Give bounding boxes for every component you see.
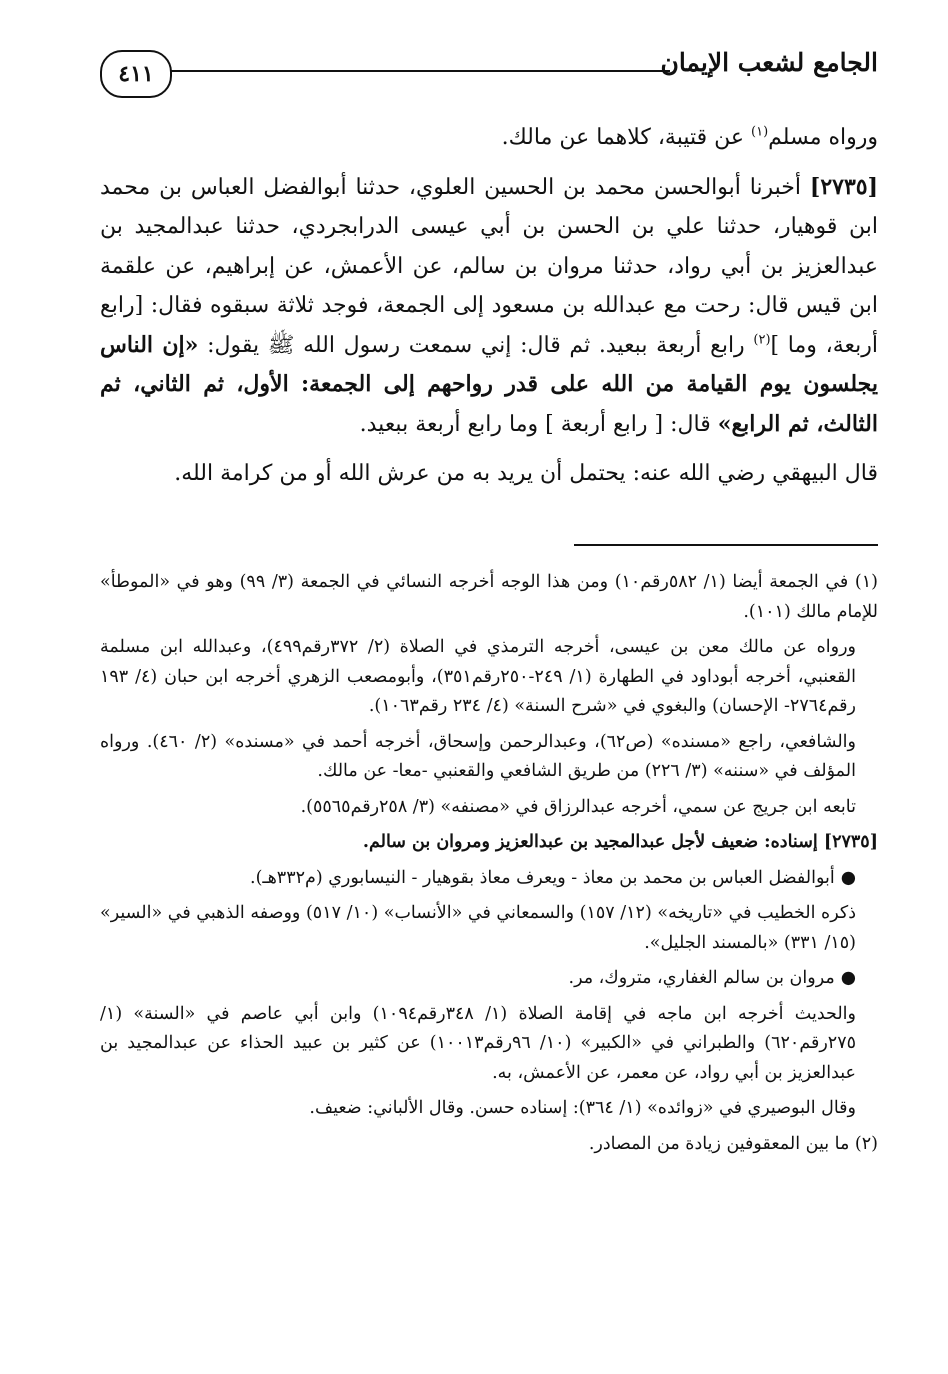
- hadith-matn: «إن الناس يجلسون يوم القيامة من الله على قدر رواحهم إلى الجمعة: الأول، ثم الثاني، ثم الثالث، ثم الرابع»: [100, 331, 878, 437]
- busiri-grading: وقال البوصيري في «زوائده» (١/ ٣٦٤): إسناده حسن. وقال الألباني: ضعيف.: [309, 1098, 856, 1118]
- footnote-separator: [574, 544, 878, 546]
- page-header: [100, 42, 878, 102]
- hadith-number: [٢٧٣٥]: [809, 173, 878, 200]
- header-rule: [170, 70, 670, 72]
- narrator-bullet-1: [100, 864, 878, 894]
- footnote-ref-1[interactable]: (١): [751, 124, 769, 140]
- intro-paragraph: [100, 118, 878, 158]
- hadith-paragraph: [100, 168, 878, 445]
- intro-text: ورواه مسلم: [768, 125, 878, 150]
- hadith-isnad: أخبرنا أبوالحسن محمد بن الحسين العلوي، حدثنا أبوالفضل العباس بن محمد ابن قوهيار، حدثنا علي بن الحسن بن أبي عيسى الدرابجردي، حدثنا عبدالمجيد بن عبدالعزيز بن أبي رواد، حدثنا مروان بن سالم، عن الأعمش، عن إبراهيم، عن علقمة ابن قيس قال: رحت مع عبدالله بن مسعود إلى الجمعة، فوجد ثلاثة سبقوه فقال: [رابع أربعة، وما ]: [100, 174, 878, 358]
- main-text: [100, 118, 878, 494]
- narrator-1-detail: ذكره الخطيب في «تاريخه» (١٢/ ١٥٧) والسمعاني في «الأنساب» (١٠/ ٥١٧) ووصفه الذهبي في «السير» (١٥/ ٣٣١) «بالمسند الجليل».: [100, 903, 856, 953]
- footnote-1-para-1: (١) في الجمعة أيضا (١/ ٥٨٢رقم١٠) ومن هذا الوجه أخرجه النسائي في الجمعة (٣/ ٩٩) وهو في «الموطأ» للإمام مالك (١٠١).: [100, 572, 878, 622]
- bullet-icon: ●: [840, 968, 856, 988]
- grading-text: ضعيف لأجل عبدالمجيد بن عبدالعزيز ومروان بن سالم.: [362, 832, 759, 852]
- narrator-1-text: أبوالفضل العباس بن محمد بن معاذ - ويعرف معاذ بقوهيار - النيسابوري (م٣٣٢هـ).: [250, 867, 835, 888]
- narrator-2-text: مروان بن سالم الغفاري، متروك، مر.: [568, 968, 835, 988]
- bayhaqi-comment: قال البيهقي رضي الله عنه: يحتمل أن يريد به من عرش الله أو من كرامة الله.: [174, 461, 878, 486]
- hadith-sources: والحديث أخرجه ابن ماجه في إقامة الصلاة (١/ ٣٤٨رقم١٠٩٤) وابن أبي عاصم في «السنة» (١/ ٢٧٥رقم٦٢٠) والطبراني في «الكبير» (١٠/ ٩٦رقم١٠٠١٣) عن كثير بن عبيد الحذاء عن عبدالمجيد بن عبدالعزيز بن أبي رواد، عن معمر، عن الأعمش، به.: [100, 1003, 856, 1083]
- hadith-matn-rest: قال: [ رابع أربعة ] وما رابع أربعة ببعيد.: [359, 411, 718, 437]
- intro-rest: عن قتيبة، كلاهما عن مالك.: [501, 125, 752, 150]
- page-number: ٤١١: [100, 50, 172, 98]
- footnote-1-para-3: والشافعي، راجع «مسنده» (ص٦٢)، وعبدالرحمن وإسحاق، أخرجه أحمد في «مسنده» (٢/ ٤٦٠). ورواه المؤلف في «سننه» (٣/ ٢٢٦) من طريق الشافعي والقعنبي -معا- عن مالك.: [100, 731, 856, 781]
- bullet-icon: ●: [840, 867, 856, 888]
- footnote-2: (٢) ما بين المعقوفين زيادة من المصادر.: [588, 1133, 878, 1154]
- footnote-1-para-4: تابعه ابن جريج عن سمي، أخرجه عبدالرزاق في «مصنفه» (٣/ ٢٥٨رقم٥٥٦٥).: [300, 796, 856, 817]
- footnotes: [100, 568, 878, 1165]
- hadith-isnad-rest: رابع أربعة ببعيد. ثم قال: إني سمعت رسول الله ﷺ يقول:: [198, 332, 754, 358]
- footnote-1-para-2: ورواه عن مالك معن بن عيسى، أخرجه الترمذي في الصلاة (٢/ ٣٧٢رقم٤٩٩)، وعبدالله ابن مسلمة القعنبي، أخرجه أبوداود في الطهارة (١/ ٢٤٩-٢٥٠رقم٣٥١)، وأبومصعب الزهري أخرجه ابن حبان (٤/ ١٩٣ رقم٢٧٦٤- الإحسان) والبغوي في «شرح السنة» (٤/ ٢٣٤ رقم١٠٦٣).: [100, 637, 857, 716]
- footnote-ref-2[interactable]: (٢): [753, 332, 771, 348]
- footnote-hadith-grading: [100, 828, 878, 858]
- grading-label: [٢٧٣٥] إسناده:: [758, 832, 878, 852]
- narrator-bullet-2: [100, 964, 878, 994]
- book-title: الجامع لشعب الإيمان: [660, 48, 878, 77]
